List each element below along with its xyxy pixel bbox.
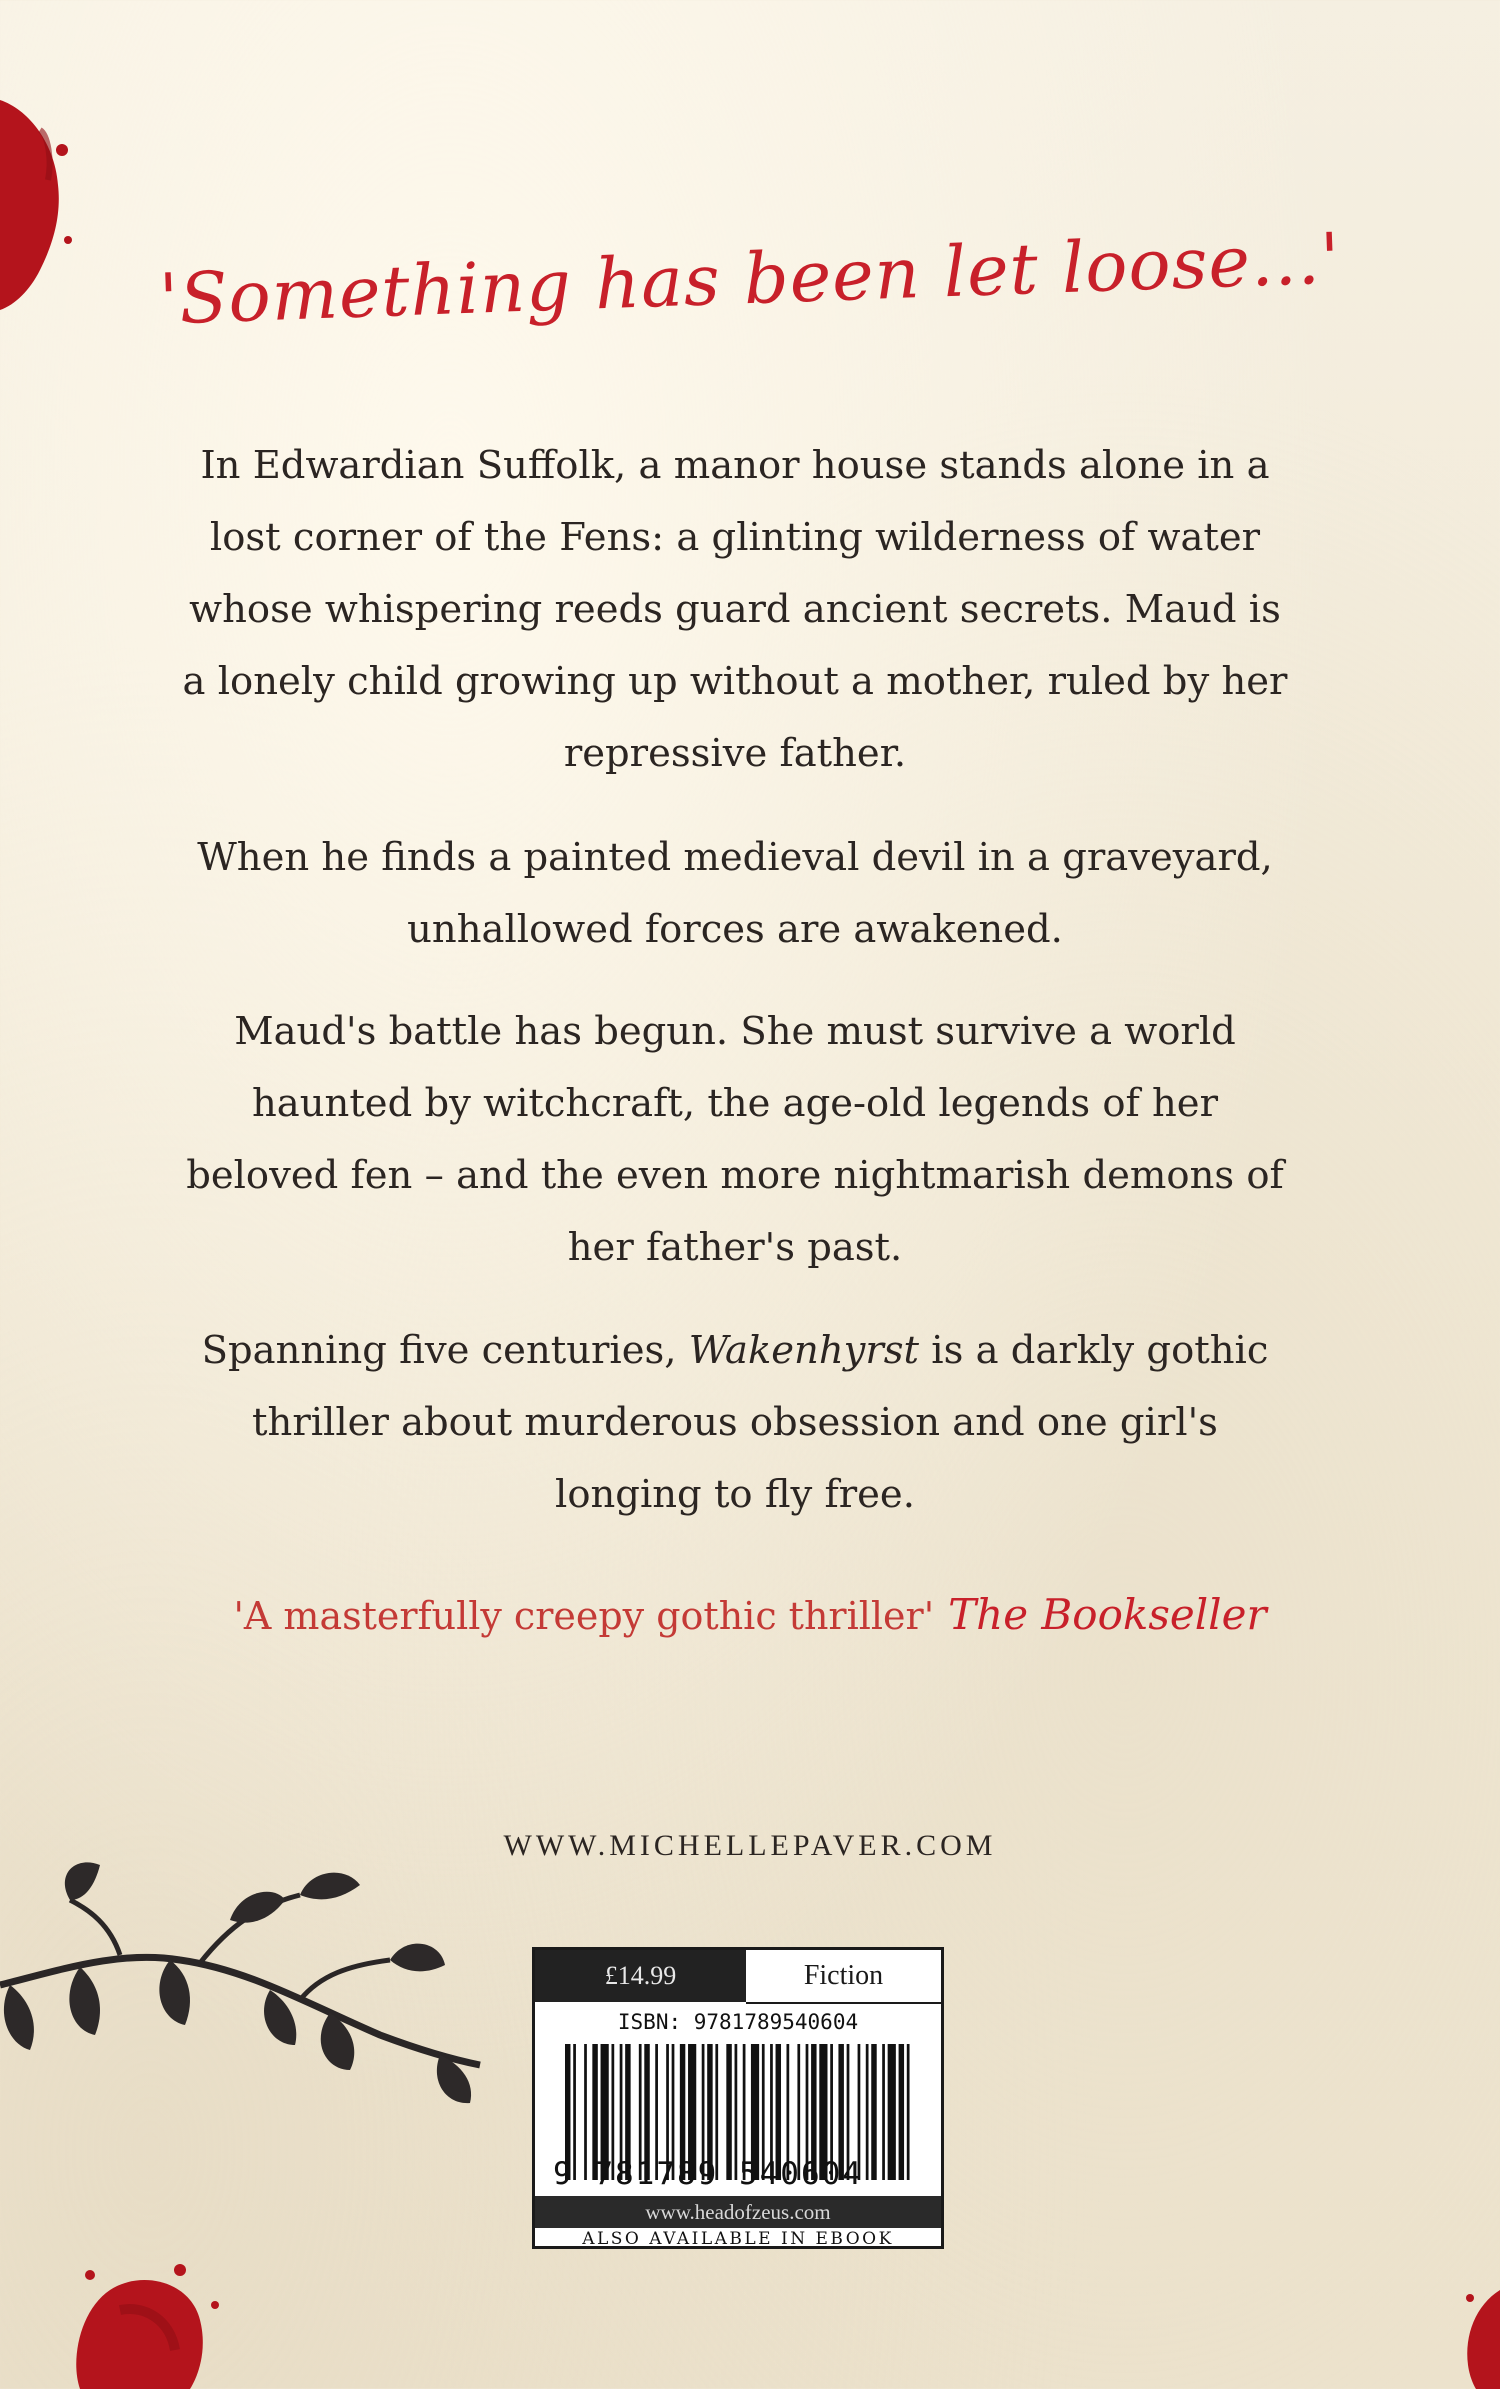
review-quote <box>0 1590 1500 1639</box>
tagline: 'Something has been let loose...' <box>157 217 1343 341</box>
closing-text-after: is a darkly gothic thriller about murderous obsession and one girl's longing to fly free. <box>252 1328 1269 1517</box>
price-row <box>535 1950 941 2002</box>
blurb-paragraph-2: When he finds a painted medieval devil in a graveyard, unhallowed forces are awakened. <box>197 835 1273 952</box>
barcode-digits: 9 781789 540604 <box>553 2156 863 2192</box>
genre-label: Fiction <box>746 1950 941 2004</box>
publisher-url[interactable]: www.headofzeus.com <box>535 2196 941 2228</box>
closing-text-before: Spanning five centuries, <box>201 1328 689 1373</box>
blurb-paragraph-4 <box>180 1315 1290 1531</box>
review-quote-text: 'A masterfully creepy gothic thriller' <box>233 1594 935 1638</box>
price-label: £14.99 <box>535 1950 746 2002</box>
blood-splatter-bottom-right <box>1456 2280 1500 2389</box>
blood-splatter-bottom-left <box>50 2250 230 2389</box>
barcode-box <box>532 1947 944 2249</box>
ebook-note: ALSO AVAILABLE IN EBOOK <box>582 2229 894 2249</box>
leaf-branch-illustration <box>0 1855 500 2115</box>
blurb-paragraph-1: In Edwardian Suffolk, a manor house stands alone in a lost corner of the Fens: a glinting wilderness of water whose whispering reeds guard ancient secrets. Maud is a lonely child growing up without a mother, ruled by her repressive father. <box>182 443 1288 776</box>
book-title: Wakenhyrst <box>688 1328 920 1373</box>
review-source: The Bookseller <box>948 1590 1267 1639</box>
isbn-text: ISBN: 9781789540604 <box>617 2010 859 2034</box>
blurb-paragraph-3: Maud's battle has begun. She must survive a world haunted by witchcraft, the age-old legends of her beloved fen – and the even more nightmarish demons of her father's past. <box>186 1009 1284 1270</box>
author-website[interactable]: WWW.MICHELLEPAVER.COM <box>503 1829 997 1862</box>
